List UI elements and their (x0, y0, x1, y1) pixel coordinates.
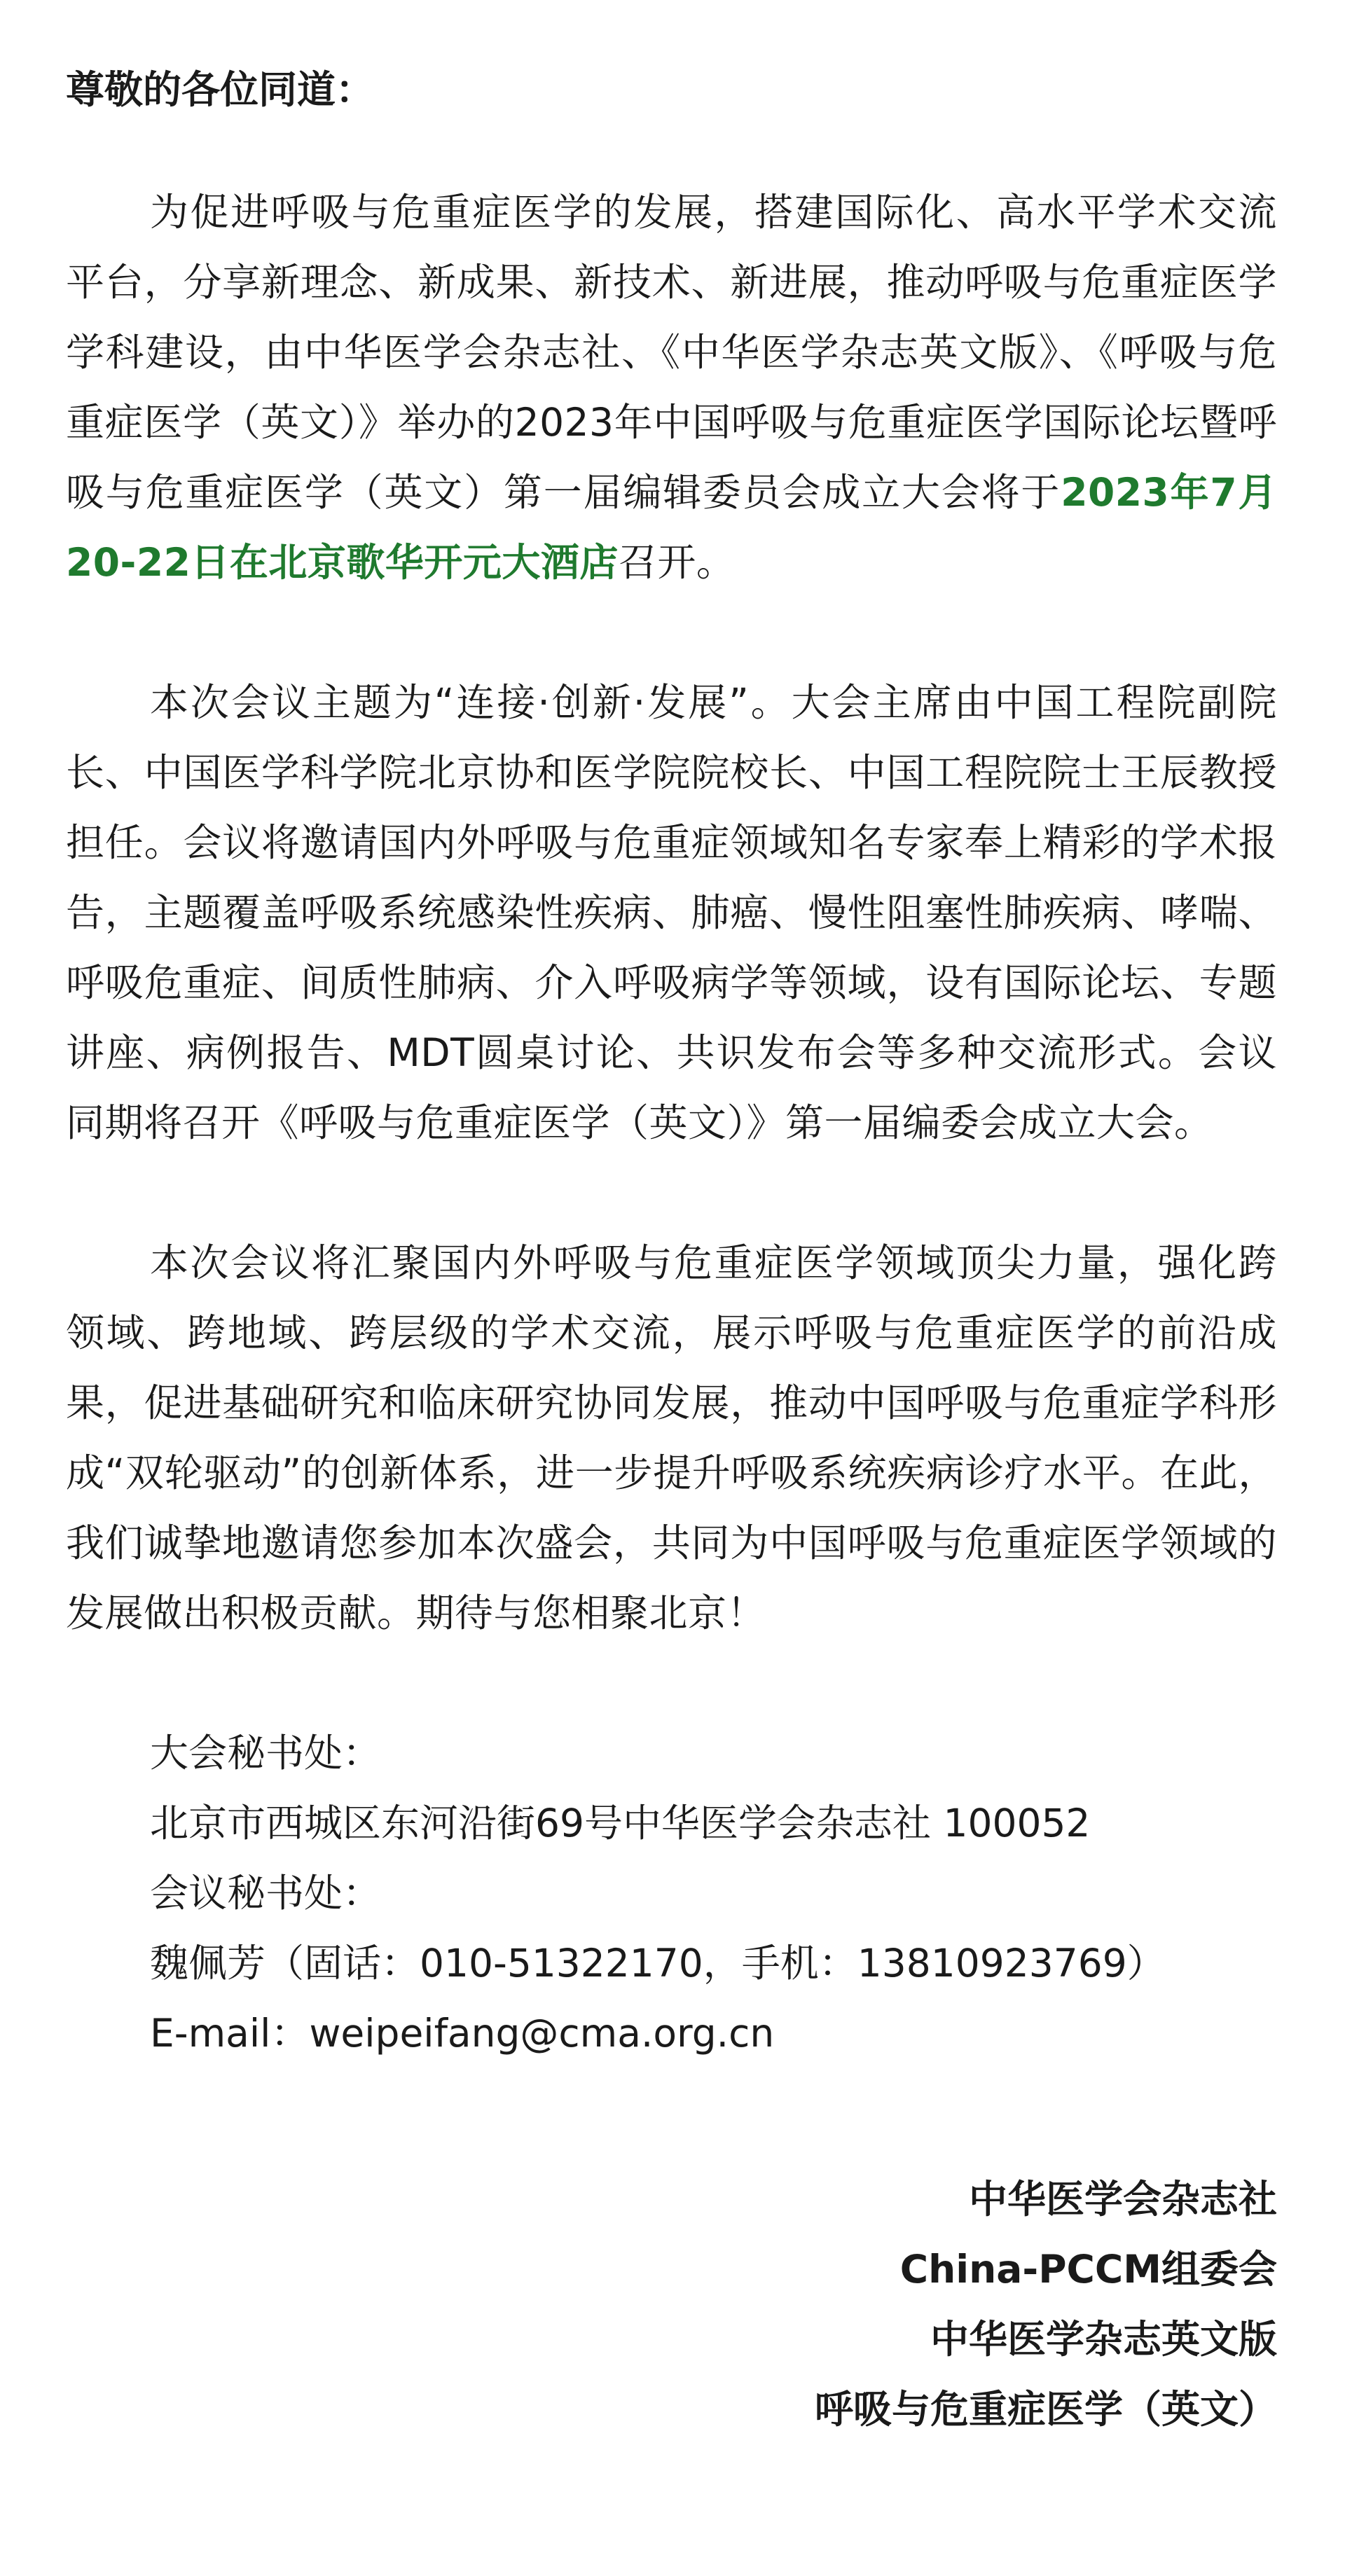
signature-org-1: 中华医学会杂志社 (968, 2177, 1277, 2222)
meeting-secretariat-label: 会议秘书处： (150, 1871, 382, 1916)
paragraph-theme: 本次会议主题为“连接·创新·发展”。大会主席由中国工程院副院长、中国医学科学院北京协和医学院院校长、中国工程院院士王辰教授担任。会议将邀请国内外呼吸与危重症领域知名专家奉上精彩的学术报告，主题覆盖呼吸系统感染性疾病、肺癌、慢性阻塞性肺疾病、哮喘、呼吸危重症、间质性肺病、介入呼吸病学等领域，设有国际论坛、专题讲座、病例报告、MDT圆桌讨论、共识发布会等多种交流形式。会议同期将召开《呼吸与危重症医学（英文）》第一届编委会成立大会。 (66, 680, 1277, 1145)
signature-org-4: 呼吸与危重症医学（英文） (814, 2387, 1277, 2432)
secretariat-label: 大会秘书处： (150, 1731, 382, 1775)
salutation: 尊敬的各位同道： (66, 67, 375, 112)
paragraph-intro (66, 177, 1277, 597)
signature-org-2: China-PCCM组委会 (899, 2247, 1277, 2292)
signature-block (815, 2164, 1277, 2444)
contact-email: E-mail：weipeifang@cma.org.cn (150, 2011, 775, 2056)
contact-person: 魏佩芳（固话：010-51322170，手机：13810923769） (150, 1941, 1166, 1986)
paragraph-invitation: 本次会议将汇聚国内外呼吸与危重症医学领域顶尖力量，强化跨领域、跨地域、跨层级的学术交流，展示呼吸与危重症医学的前沿成果，促进基础研究和临床研究协同发展，推动中国呼吸与危重症学科形成“双轮驱动”的创新体系，进一步提升呼吸系统疾病诊疗水平。在此，我们诚挚地邀请您参加本次盛会，共同为中国呼吸与危重症医学领域的发展做出积极贡献。期待与您相聚北京！ (66, 1240, 1277, 1635)
contact-block (66, 1718, 1277, 2068)
paragraph-intro-text: 为促进呼吸与危重症医学的发展，搭建国际化、高水平学术交流平台，分享新理念、新成果、新技术、新进展，推动呼吸与危重症医学学科建设，由中华医学会杂志社、《中华医学杂志英文版》、《呼吸与危重症医学（英文）》举办的2023年中国呼吸与危重症医学国际论坛暨呼吸与危重症医学（英文）第一届编辑委员会成立大会将于 (66, 190, 1277, 515)
secretariat-address: 北京市西城区东河沿街69号中华医学会杂志社 100052 (150, 1801, 1091, 1846)
signature-org-3: 中华医学杂志英文版 (930, 2317, 1277, 2362)
event-date-venue: 2023年7月20-22日在北京歌华开元大酒店 (66, 470, 1277, 585)
paragraph-intro-end: 召开。 (618, 540, 736, 585)
